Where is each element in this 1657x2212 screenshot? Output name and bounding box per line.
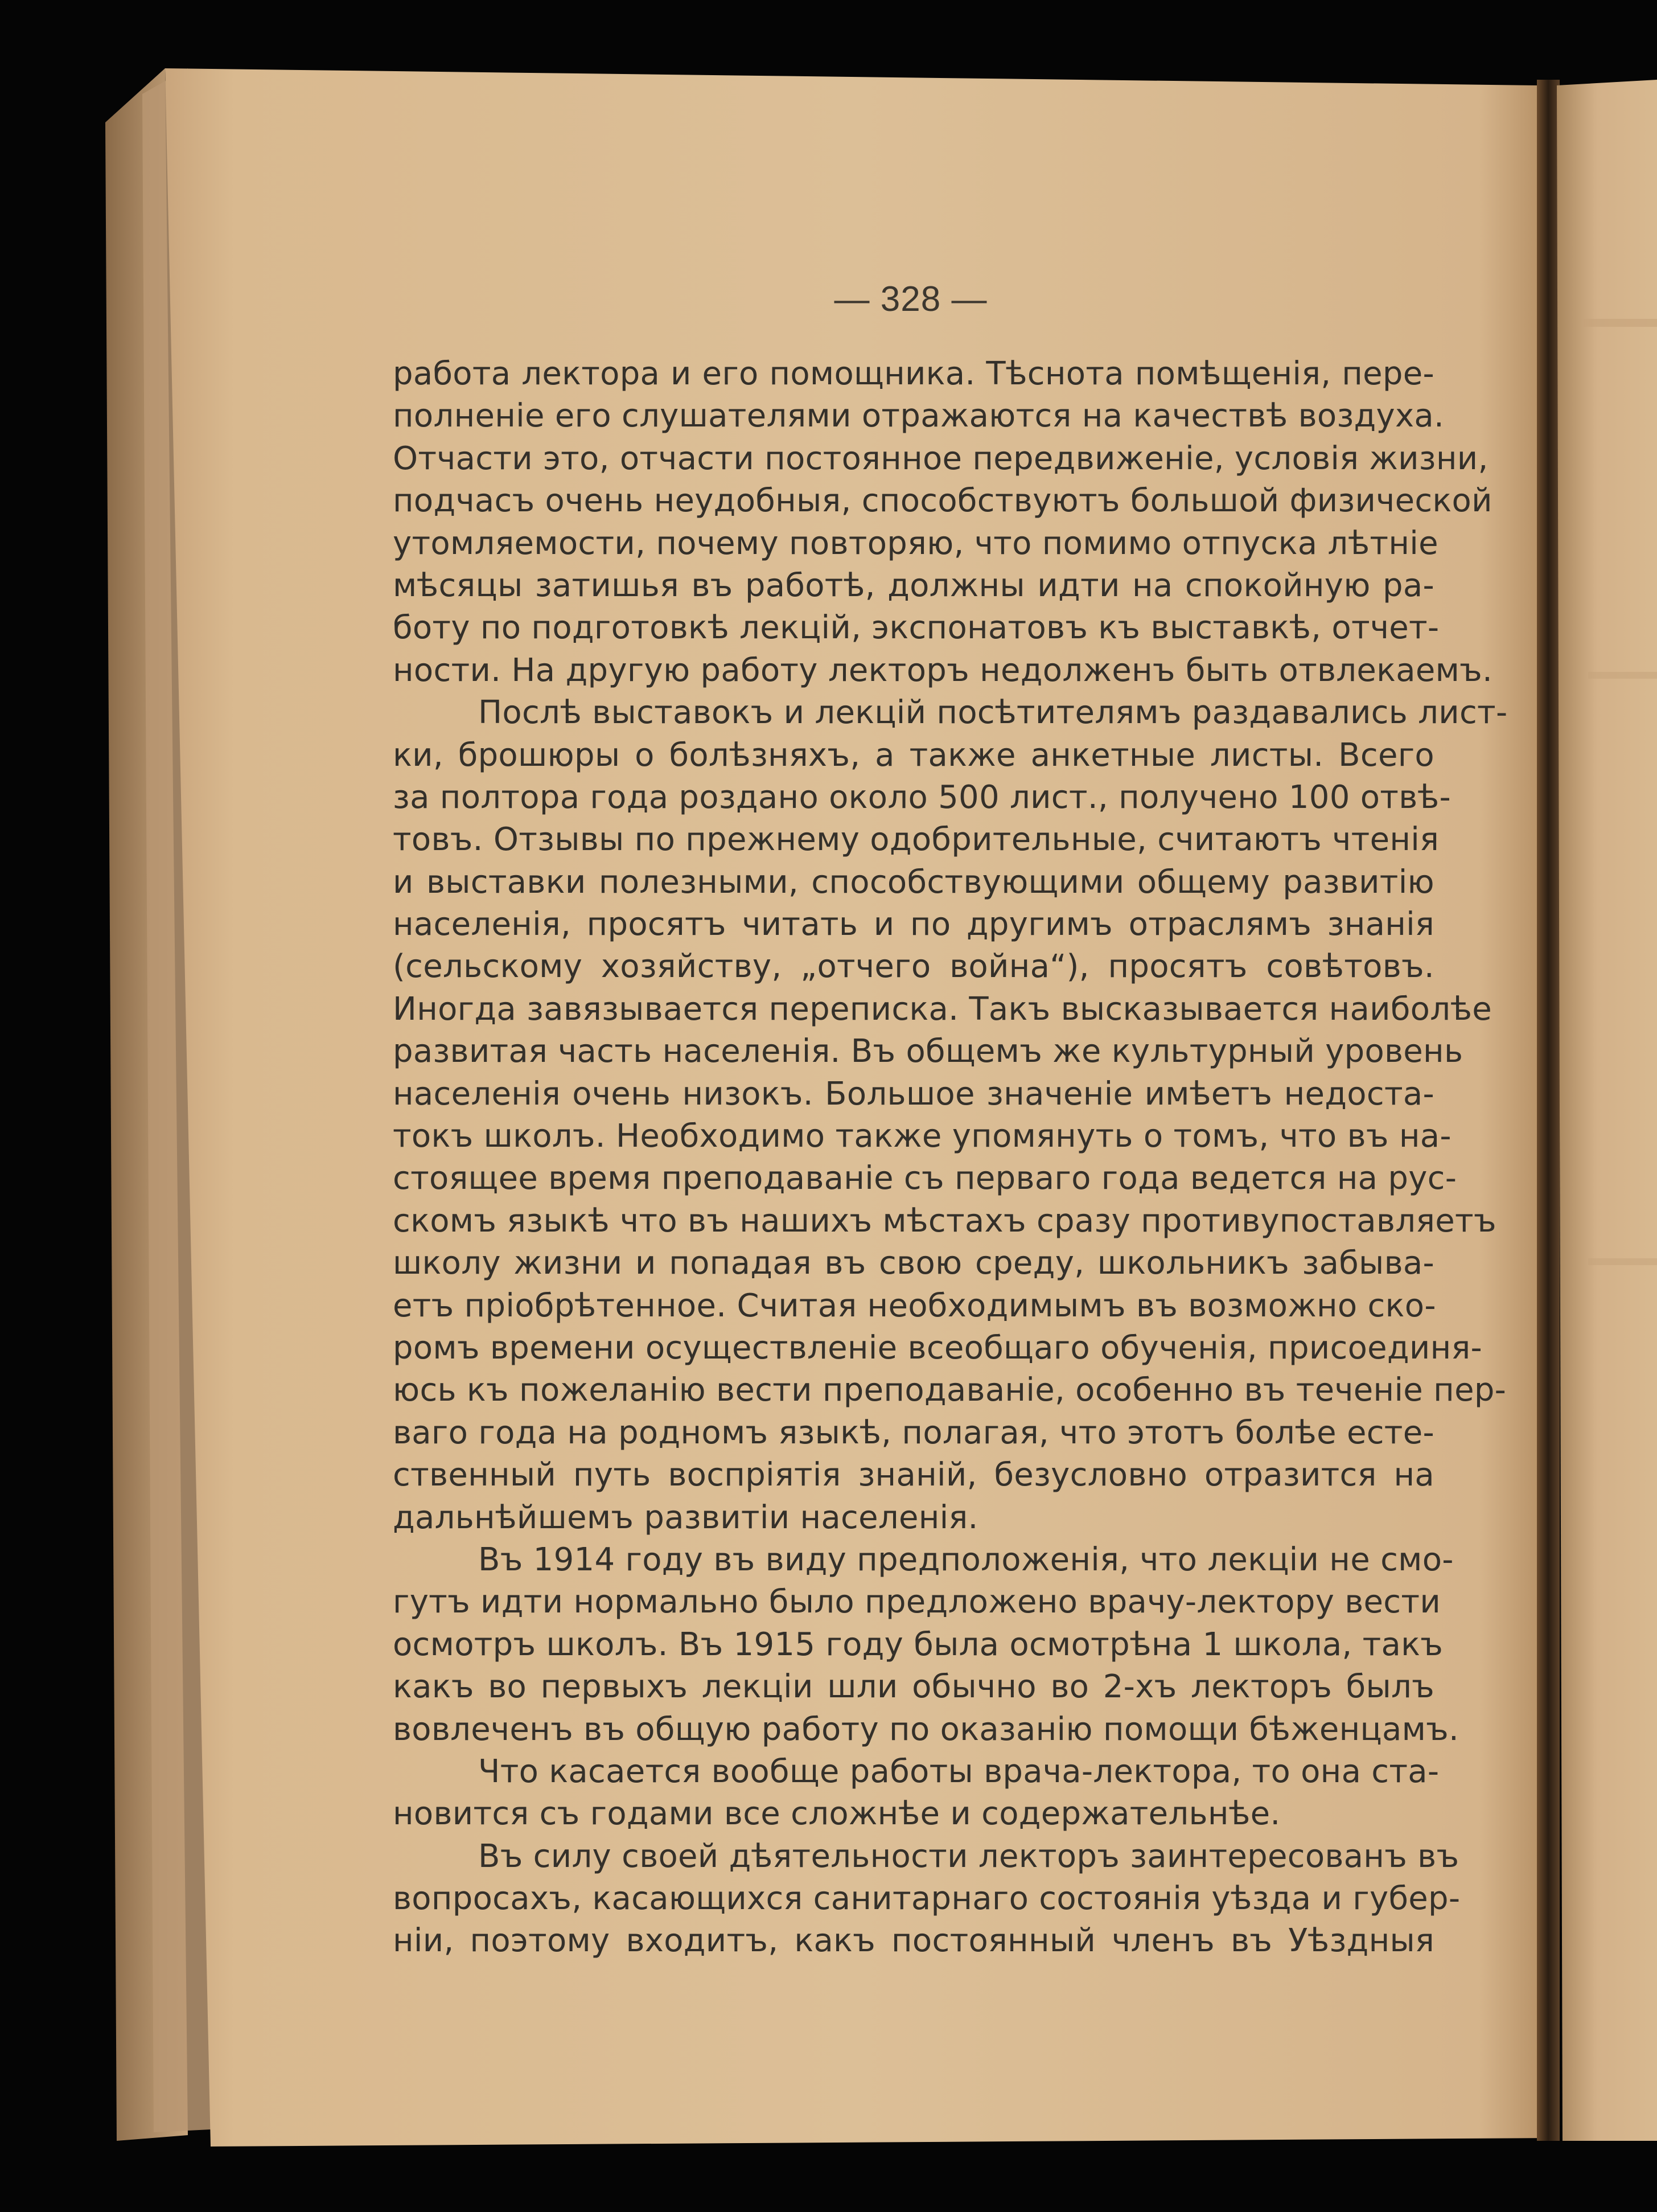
text-line: школу жизни и попадая въ свою среду, школьникъ забыва- — [393, 1245, 1434, 1282]
text-line: Иногда завязывается переписка. Такъ высказывается наиболѣе — [393, 990, 1492, 1028]
text-line: новится съ годами все сложнѣе и содержательнѣе. — [393, 1795, 1281, 1833]
text-line: юсь къ пожеланію вести преподаваніе, особенно въ теченіе пер- — [393, 1372, 1507, 1409]
text-line: вовлеченъ въ общую работу по оказанію помощи бѣженцамъ. — [393, 1710, 1459, 1748]
text-line: скомъ языкѣ что въ нашихъ мѣстахъ сразу противупоставляетъ — [393, 1202, 1496, 1240]
text-line: работа лектора и его помощника. Тѣснота помѣщенія, пере- — [393, 355, 1434, 392]
text-line: боту по подготовкѣ лекцій, экспонатовъ къ выставкѣ, отчет- — [393, 609, 1440, 647]
text-line: товъ. Отзывы по прежнему одобрительные, считаютъ чтенія — [393, 821, 1440, 859]
text-line: полненіе его слушателями отражаются на качествѣ воздуха. — [393, 397, 1445, 435]
text-line: токъ школъ. Необходимо также упомянуть о томъ, что въ на- — [393, 1118, 1452, 1155]
text-line: вопросахъ, касающихся санитарнаго состоянія уѣзда и губер- — [393, 1880, 1461, 1918]
text-line: стоящее время преподаваніе съ перваго года ведется на рус- — [393, 1160, 1457, 1197]
text-line: и выставки полезными, способствующими общему развитію — [393, 863, 1434, 901]
text-line: осмотръ школъ. Въ 1915 году была осмотрѣна 1 школа, такъ — [393, 1626, 1444, 1663]
text-line: населенія, просятъ читать и по другимъ отраслямъ знанія — [393, 906, 1434, 943]
text-line: за полтора года роздано около 500 лист., получено 100 отвѣ- — [393, 778, 1451, 816]
text-line: мѣсяцы затишья въ работѣ, должны идти на спокойную ра- — [393, 567, 1434, 604]
text-line: ности. На другую работу лекторъ недолженъ быть отвлекаемъ. — [393, 651, 1493, 689]
text-line: ки, брошюры о болѣзняхъ, а также анкетные листы. Всего — [393, 736, 1434, 774]
text-line: подчасъ очень неудобныя, способствуютъ большой физической — [393, 482, 1492, 520]
text-line: ственный путь воспріятія знаній, безусловно отразится на — [393, 1456, 1434, 1494]
text-line: дальнѣйшемъ развитіи населенія. — [393, 1499, 978, 1536]
text-line: Что касается вообще работы врача-лектора, то она ста- — [478, 1753, 1440, 1790]
text-line: какъ во первыхъ лекціи шли обычно во 2-хъ лекторъ былъ — [393, 1668, 1434, 1706]
text-line: Послѣ выставокъ и лекцій посѣтителямъ раздавались лист- — [478, 694, 1508, 732]
text-line: ніи, поэтому входитъ, какъ постоянный членъ въ Уѣздныя — [393, 1922, 1434, 1960]
page-body-text — [393, 353, 1508, 1963]
text-line: Въ 1914 году въ виду предположенія, что лекціи не смо- — [478, 1541, 1454, 1578]
text-line: Въ силу своей дѣятельности лекторъ заинтересованъ въ — [478, 1837, 1459, 1875]
text-line: утомляемости, почему повторяю, что помимо отпуска лѣтніе — [393, 524, 1438, 562]
text-line: ваго года на родномъ языкѣ, полагая, что этотъ болѣе есте- — [393, 1414, 1434, 1451]
text-line: развитая часть населенія. Въ общемъ же культурный уровень — [393, 1033, 1463, 1070]
text-line: населенія очень низокъ. Большое значеніе имѣетъ недоста- — [393, 1075, 1434, 1113]
text-line: Отчасти это, отчасти постоянное передвиженіе, условія жизни, — [393, 440, 1489, 477]
text-line: (сельскому хозяйству, „отчего война“), просятъ совѣтовъ. — [393, 948, 1434, 986]
text-line: ромъ времени осуществленіе всеобщаго обученія, присоединя- — [393, 1329, 1483, 1366]
text-line: етъ пріобрѣтенное. Считая необходимымъ въ возможно ско- — [393, 1287, 1436, 1324]
page-number: — 328 — — [834, 280, 988, 319]
text-line: гутъ идти нормально было предложено врачу-лектору вести — [393, 1583, 1441, 1621]
